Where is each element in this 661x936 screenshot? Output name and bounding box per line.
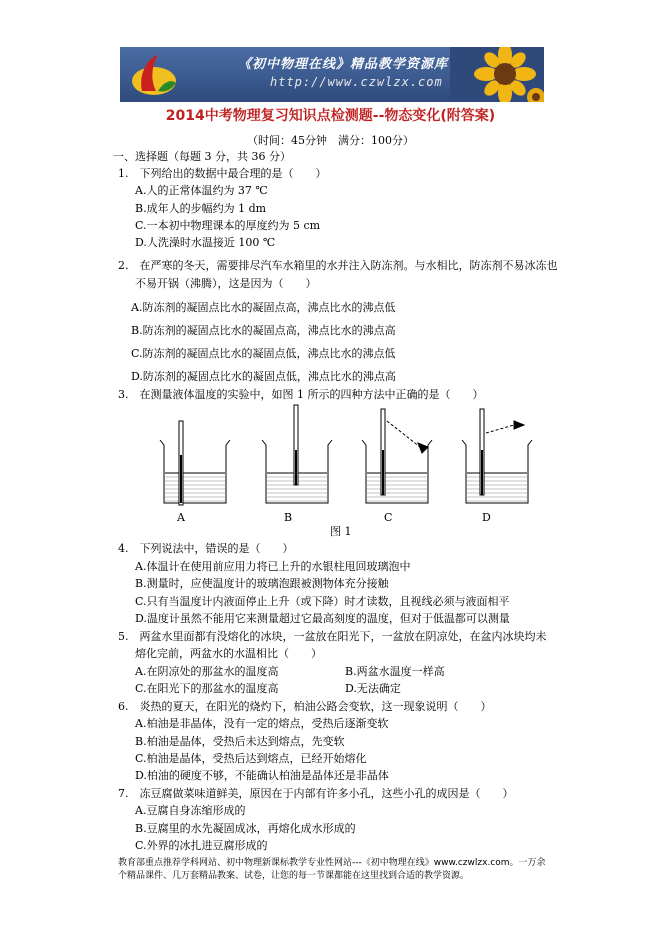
- page-title: 2014中考物理复习知识点检测题--物态变化(附答案): [165, 108, 496, 124]
- q2-option-d: D.防冻剂的凝固点比水的凝固点低，沸点比水的沸点高: [131, 370, 396, 383]
- q6-stem: 6. 炎热的夏天，在阳光的烧灼下，柏油公路会变软，这一现象说明（ ）: [118, 700, 492, 713]
- figure-label-d: D: [482, 511, 491, 524]
- q5-option-c: C.在阳光下的那盆水的温度高: [135, 682, 279, 695]
- q6-option-a: A.柏油是非晶体，没有一定的熔点，受热后逐渐变软: [135, 717, 389, 730]
- q7-stem: 7. 冻豆腐做菜味道鲜美，原因在于内部有许多小孔，这些小孔的成因是（ ）: [118, 787, 514, 800]
- figure-caption: 图 1: [330, 525, 352, 538]
- q1-stem: 1. 下列给出的数据中最合理的是（ ）: [118, 167, 327, 180]
- footer-note: [118, 857, 548, 883]
- sunflower-icon: [450, 47, 544, 102]
- q3-stem: 3. 在测量液体温度的实验中，如图 1 所示的四种方法中正确的是（ ）: [118, 388, 484, 401]
- q5-option-a: A.在阴凉处的那盆水的温度高: [135, 665, 279, 678]
- q5-stem-line2: 熔化完前，两盆水的水温相比（ ）: [135, 647, 322, 660]
- q7-option-c: C.外界的冰扎进豆腐形成的: [135, 839, 268, 852]
- q7-option-b: B.豆腐里的水先凝固成冰，再熔化成水形成的: [135, 822, 356, 835]
- q4-option-b: B.测量时，应使温度计的玻璃泡跟被测物体充分接触: [135, 577, 389, 590]
- q1-option-d: D.人洗澡时水温接近 100 ℃: [135, 236, 276, 249]
- q4-option-c: C.只有当温度计内液面停止上升（或下降）时才读数，且视线必须与液面相平: [135, 595, 510, 608]
- figure-label-b: B: [284, 511, 293, 524]
- q4-stem: 4. 下列说法中，错误的是（ ）: [118, 542, 294, 555]
- banner-title: 《初中物理在线》精品教学资源库: [238, 57, 449, 72]
- q6-option-c: C.柏油是晶体，受热后达到熔点，已经开始熔化: [135, 752, 367, 765]
- q6-option-b: B.柏油是晶体，受热后未达到熔点，先变软: [135, 735, 345, 748]
- exam-info: （时间：45分钟 满分：100分）: [247, 134, 414, 147]
- q1-option-a: A.人的正常体温约为 37 ℃: [135, 184, 268, 197]
- q2-stem-line1: 2. 在严寒的冬天，需要排尽汽车水箱里的水并注入防冻剂。与水相比，防冻剂不易冰冻也: [118, 259, 558, 272]
- q1-option-b: B.成年人的步幅约为 1 dm: [135, 202, 267, 215]
- footer-line-1: 教育部重点推荐学科网站、初中物理新课标教学专业性网站---《初中物理在线》www.czwlzx.com。一万余: [118, 858, 546, 868]
- section-heading: 一、选择题（每题 3 分，共 36 分）: [113, 150, 291, 163]
- q2-stem-line2: 不易开锅（沸腾），这是因为（ ）: [135, 277, 317, 290]
- q5-option-b: B.两盆水温度一样高: [345, 665, 445, 678]
- q5-option-d: D.无法确定: [345, 682, 401, 695]
- q2-option-c: C.防冻剂的凝固点比水的凝固点低，沸点比水的沸点低: [131, 347, 396, 360]
- header-banner: [120, 47, 544, 102]
- figure-label-a: A: [177, 511, 185, 524]
- beaker-d: [462, 409, 532, 503]
- beaker-b: [262, 405, 332, 503]
- q2-option-a: A.防冻剂的凝固点比水的凝固点高，沸点比水的沸点低: [131, 301, 396, 314]
- q6-option-d: D.柏油的硬度不够，不能确认柏油是晶体还是非晶体: [135, 769, 389, 782]
- q7-option-a: A.豆腐自身冻缩形成的: [135, 804, 246, 817]
- q2-option-b: B.防冻剂的凝固点比水的凝固点高，沸点比水的沸点高: [131, 324, 396, 337]
- beaker-a: [160, 421, 230, 505]
- q1-option-c: C.一本初中物理课本的厚度约为 5 cm: [135, 219, 321, 232]
- footer-line-2: 个精品课件、几万套精品教案、试卷，让您的每一节课都能在这里找到合适的教学资源。: [118, 871, 470, 881]
- q4-option-d: D.温度计虽然不能用它来测量超过它最高刻度的温度，但对于低温都可以测量: [135, 612, 510, 625]
- q5-stem-line1: 5. 两盆水里面都有没熔化的冰块，一盆放在阳光下，一盆放在阴凉处，在盆内冰块均未: [118, 630, 547, 643]
- logo-icon: [128, 51, 180, 99]
- beaker-c: [362, 409, 432, 503]
- q4-option-a: A.体温计在使用前应用力将已上升的水银柱甩回玻璃泡中: [135, 560, 411, 573]
- figure-label-c: C: [384, 511, 393, 524]
- banner-url[interactable]: http://www.czwlzx.com: [270, 75, 443, 89]
